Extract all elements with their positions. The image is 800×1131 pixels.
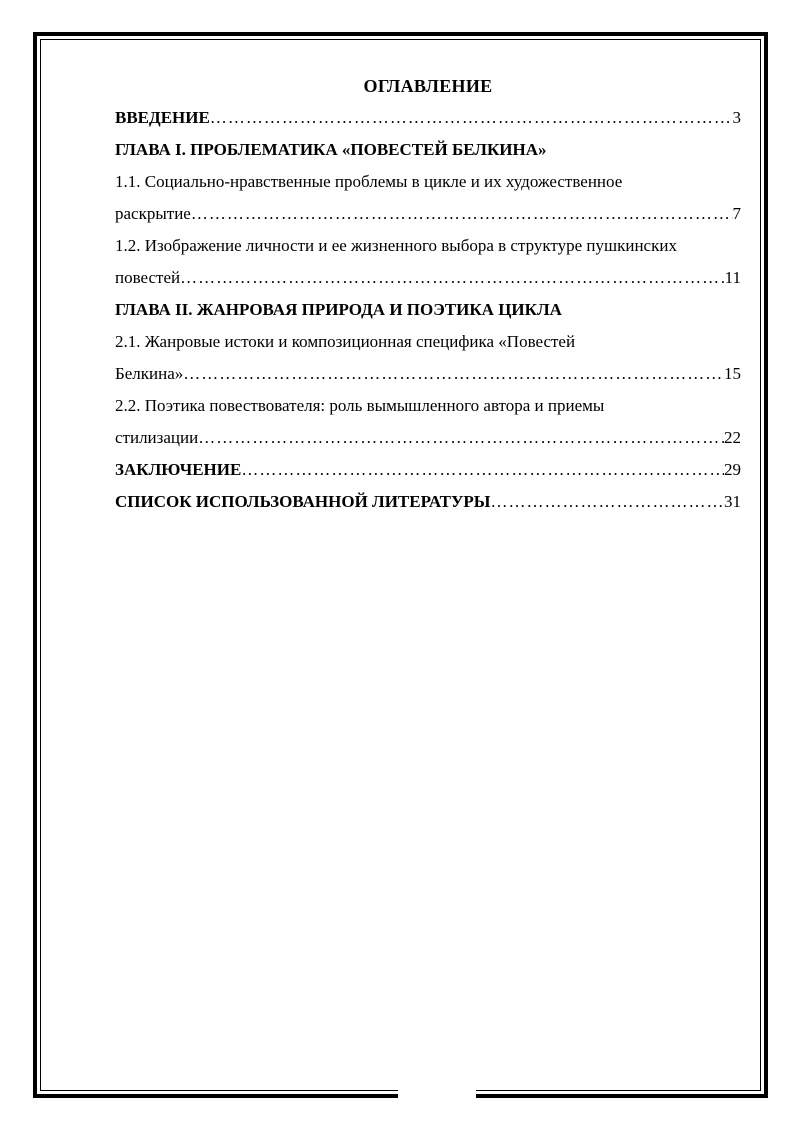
toc-entry-conclusion[interactable] xyxy=(115,454,741,486)
toc-entry-2-1-line2[interactable] xyxy=(115,358,741,390)
toc-entry-label: ЗАКЛЮЧЕНИЕ xyxy=(115,460,242,479)
toc-entry-label: СПИСОК ИСПОЛЬЗОВАННОЙ ЛИТЕРАТУРЫ xyxy=(115,492,491,511)
toc-entry-1-1-line1[interactable]: 1.1. Социально-нравственные проблемы в цикле и их художественное xyxy=(115,172,623,191)
toc-entry-label: стилизации xyxy=(115,428,199,447)
toc-page-number: 3 xyxy=(732,108,741,127)
toc-page-number: 31 xyxy=(724,492,741,511)
table-of-contents xyxy=(115,70,741,518)
toc-entry-label: повестей xyxy=(115,268,181,287)
dot-leader xyxy=(180,262,725,294)
toc-page-number: 7 xyxy=(732,204,741,223)
toc-page-number: 22 xyxy=(724,428,741,447)
toc-title: ОГЛАВЛЕНИЕ xyxy=(363,76,493,96)
dot-leader xyxy=(191,198,733,230)
dot-leader xyxy=(210,102,733,134)
toc-entry-2-1-line1[interactable]: 2.1. Жанровые истоки и композиционная специфика «Повестей xyxy=(115,332,576,351)
toc-entry-1-2-line2[interactable] xyxy=(115,262,741,294)
toc-page-number: 29 xyxy=(724,460,741,479)
toc-entry-label: ВВЕДЕНИЕ xyxy=(115,108,210,127)
toc-page-number: 15 xyxy=(724,364,741,383)
toc-page-number: 11 xyxy=(724,268,741,287)
dot-leader xyxy=(198,422,724,454)
toc-entry-label: раскрытие xyxy=(115,204,191,223)
dot-leader xyxy=(183,358,724,390)
border-gap xyxy=(398,1086,476,1098)
toc-chapter-1-heading[interactable]: ГЛАВА I. ПРОБЛЕМАТИКА «ПОВЕСТЕЙ БЕЛКИНА» xyxy=(115,140,547,159)
dot-leader xyxy=(491,486,725,518)
toc-entry-2-2-line1[interactable]: 2.2. Поэтика повествователя: роль вымышленного автора и приемы xyxy=(115,396,605,415)
toc-entry-introduction[interactable] xyxy=(115,102,741,134)
toc-entry-2-2-line2[interactable] xyxy=(115,422,741,454)
toc-entry-1-1-line2[interactable] xyxy=(115,198,741,230)
dot-leader xyxy=(241,454,724,486)
toc-entry-bibliography[interactable] xyxy=(115,486,741,518)
toc-chapter-2-heading[interactable]: ГЛАВА II. ЖАНРОВАЯ ПРИРОДА И ПОЭТИКА ЦИКЛА xyxy=(115,300,562,319)
toc-entry-label: Белкина» xyxy=(115,364,184,383)
toc-entry-1-2-line1[interactable]: 1.2. Изображение личности и ее жизненного выбора в структуре пушкинских xyxy=(115,236,677,255)
